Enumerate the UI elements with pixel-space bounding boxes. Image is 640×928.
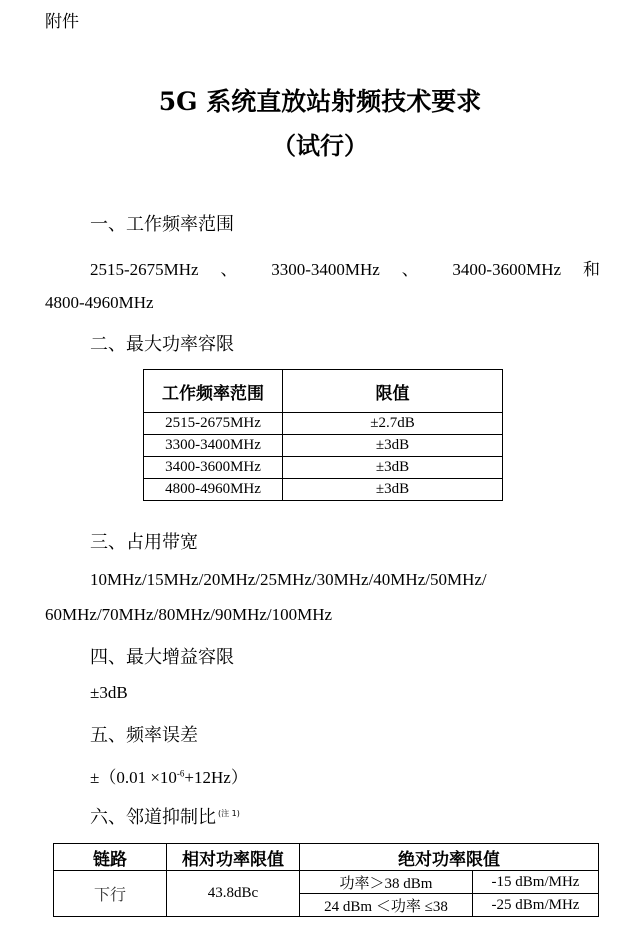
table-row (54, 871, 599, 894)
section-5-heading: 五、频率误差 (90, 725, 198, 746)
table-cell: -25 dBm/MHz (473, 894, 599, 917)
section-3-line-2: 60MHz/70MHz/80MHz/90MHz/100MHz (45, 605, 333, 624)
table-header-cell: 相对功率限值 (167, 844, 300, 871)
document-subtitle: （试行） (272, 131, 368, 160)
section-2-heading: 二、最大功率容限 (90, 334, 234, 355)
table-cell: -15 dBm/MHz (473, 871, 599, 894)
table-cell: ±2.7dB (283, 413, 503, 435)
table-cell: ±3dB (283, 479, 503, 501)
link-cell: 下行 (54, 871, 167, 917)
adjacent-channel-table (53, 843, 599, 917)
attachment-label: 附件 (45, 12, 79, 32)
table-header-cell: 限值 (283, 370, 503, 413)
relative-limit-cell: 43.8dBc (167, 871, 300, 917)
section-4-value: ±3dB (90, 683, 128, 702)
table-header-row (144, 370, 503, 413)
section-4-heading: 四、最大增益容限 (90, 647, 234, 668)
table-cell: 24 dBm ＜功率 ≤38 (300, 894, 473, 917)
table-header-row (54, 844, 599, 871)
frequency-error-exponent: -6 (176, 768, 185, 779)
footnote-marker: (注 1) (218, 809, 240, 818)
table-cell: 功率＞38 dBm (300, 871, 473, 894)
section-6-heading-text: 六、邻道抑制比 (90, 807, 216, 828)
section-1-heading: 一、工作频率范围 (90, 214, 234, 235)
table-row (144, 457, 503, 479)
section-6-heading (90, 803, 240, 829)
table-cell: 3300-3400MHz (144, 435, 283, 457)
table-row (144, 479, 503, 501)
power-limit-table (143, 369, 503, 501)
frequency-error-prefix: ±（0.01 ×10 (90, 768, 177, 787)
table-cell: 4800-4960MHz (144, 479, 283, 501)
table-header-cell: 工作频率范围 (144, 370, 283, 413)
table-cell: ±3dB (283, 435, 503, 457)
document-title: 5G 系统直放站射频技术要求 (158, 87, 482, 116)
table-header-cell: 链路 (54, 844, 167, 871)
section-3-line-1: 10MHz/15MHz/20MHz/25MHz/30MHz/40MHz/50MHz/ (90, 570, 487, 589)
table-row (144, 413, 503, 435)
table-header-cell: 绝对功率限值 (300, 844, 599, 871)
table-cell: 2515-2675MHz (144, 413, 283, 435)
section-5-value (90, 763, 248, 788)
frequency-error-suffix: +12Hz） (184, 768, 248, 787)
table-cell: 3400-3600MHz (144, 457, 283, 479)
section-1-line-2: 4800-4960MHz (45, 293, 154, 312)
table-cell: ±3dB (283, 457, 503, 479)
table-row (144, 435, 503, 457)
section-3-heading: 三、占用带宽 (90, 532, 198, 553)
section-1-line-1: 2515-2675MHz 、 3300-3400MHz 、 3400-3600MHz 和 (90, 260, 600, 279)
